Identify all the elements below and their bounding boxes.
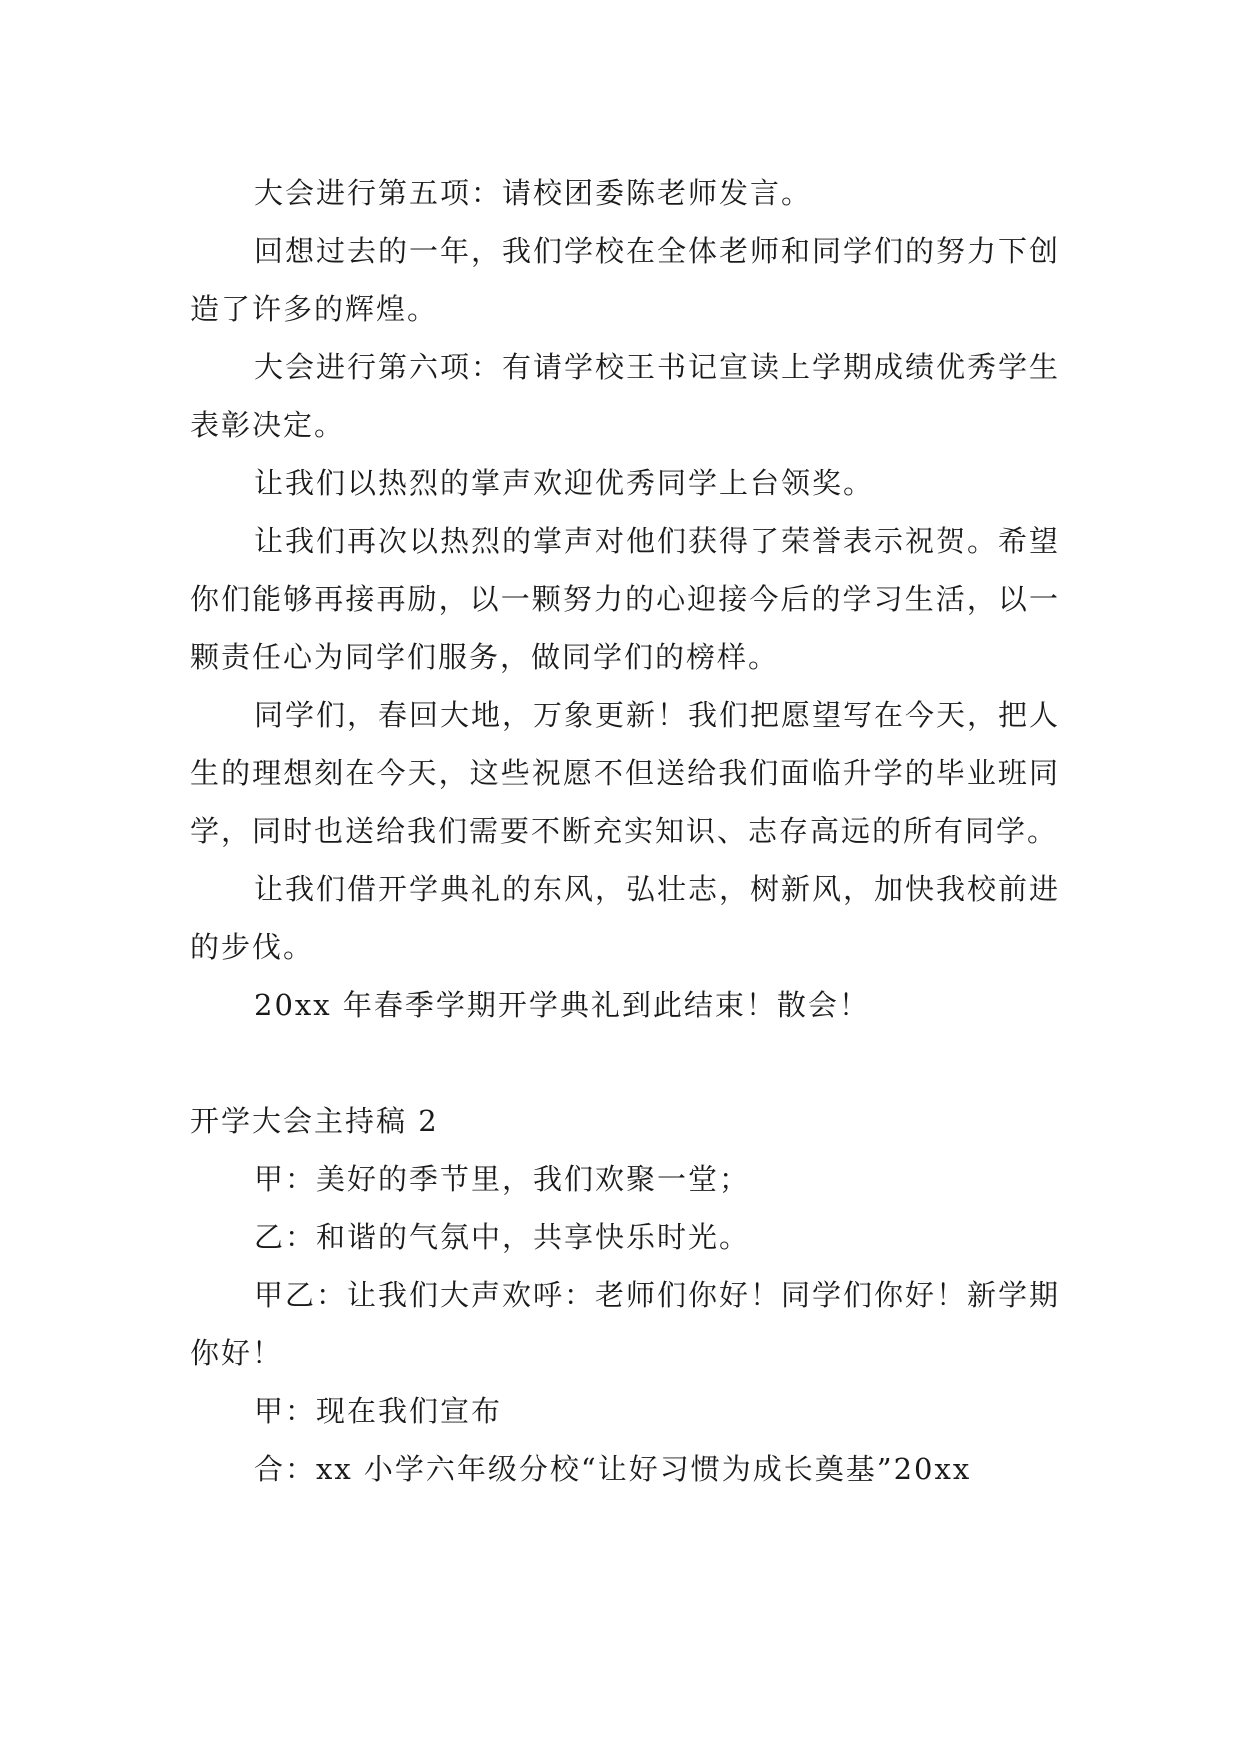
paragraph: 20xx 年春季学期开学典礼到此结束！散会！ [254, 988, 870, 1022]
section-title: 开学大会主持稿 2 [190, 1104, 439, 1138]
paragraph: 合：xx 小学六年级分校“让好习惯为成长奠基”20xx [254, 1452, 972, 1486]
paragraph: 让我们以热烈的掌声欢迎优秀同学上台领奖。 [254, 466, 875, 500]
paragraph: 乙：和谐的气氛中，共享快乐时光。 [254, 1220, 751, 1254]
paragraph: 甲乙：让我们大声欢呼：老师们你好！同学们你好！新学期你好！ [190, 1278, 1061, 1370]
paragraph: 甲：现在我们宣布 [254, 1394, 503, 1428]
document-body [190, 164, 1060, 1498]
paragraph: 回想过去的一年，我们学校在全体老师和同学们的努力下创造了许多的辉煌。 [190, 234, 1061, 326]
paragraph: 让我们借开学典礼的东风，弘壮志，树新风，加快我校前进的步伐。 [190, 872, 1061, 964]
paragraph: 同学们，春回大地，万象更新！我们把愿望写在今天，把人生的理想刻在今天，这些祝愿不但送给我们面临升学的毕业班同学，同时也送给我们需要不断充实知识、志存高远的所有同学。 [190, 698, 1061, 848]
paragraph: 甲：美好的季节里，我们欢聚一堂； [254, 1162, 751, 1196]
paragraph: 大会进行第五项：请校团委陈老师发言。 [254, 176, 813, 210]
paragraph: 让我们再次以热烈的掌声对他们获得了荣誉表示祝贺。希望你们能够再接再励，以一颗努力的心迎接今后的学习生活，以一颗责任心为同学们服务，做同学们的榜样。 [190, 524, 1061, 674]
paragraph: 大会进行第六项：有请学校王书记宣读上学期成绩优秀学生表彰决定。 [190, 350, 1061, 442]
